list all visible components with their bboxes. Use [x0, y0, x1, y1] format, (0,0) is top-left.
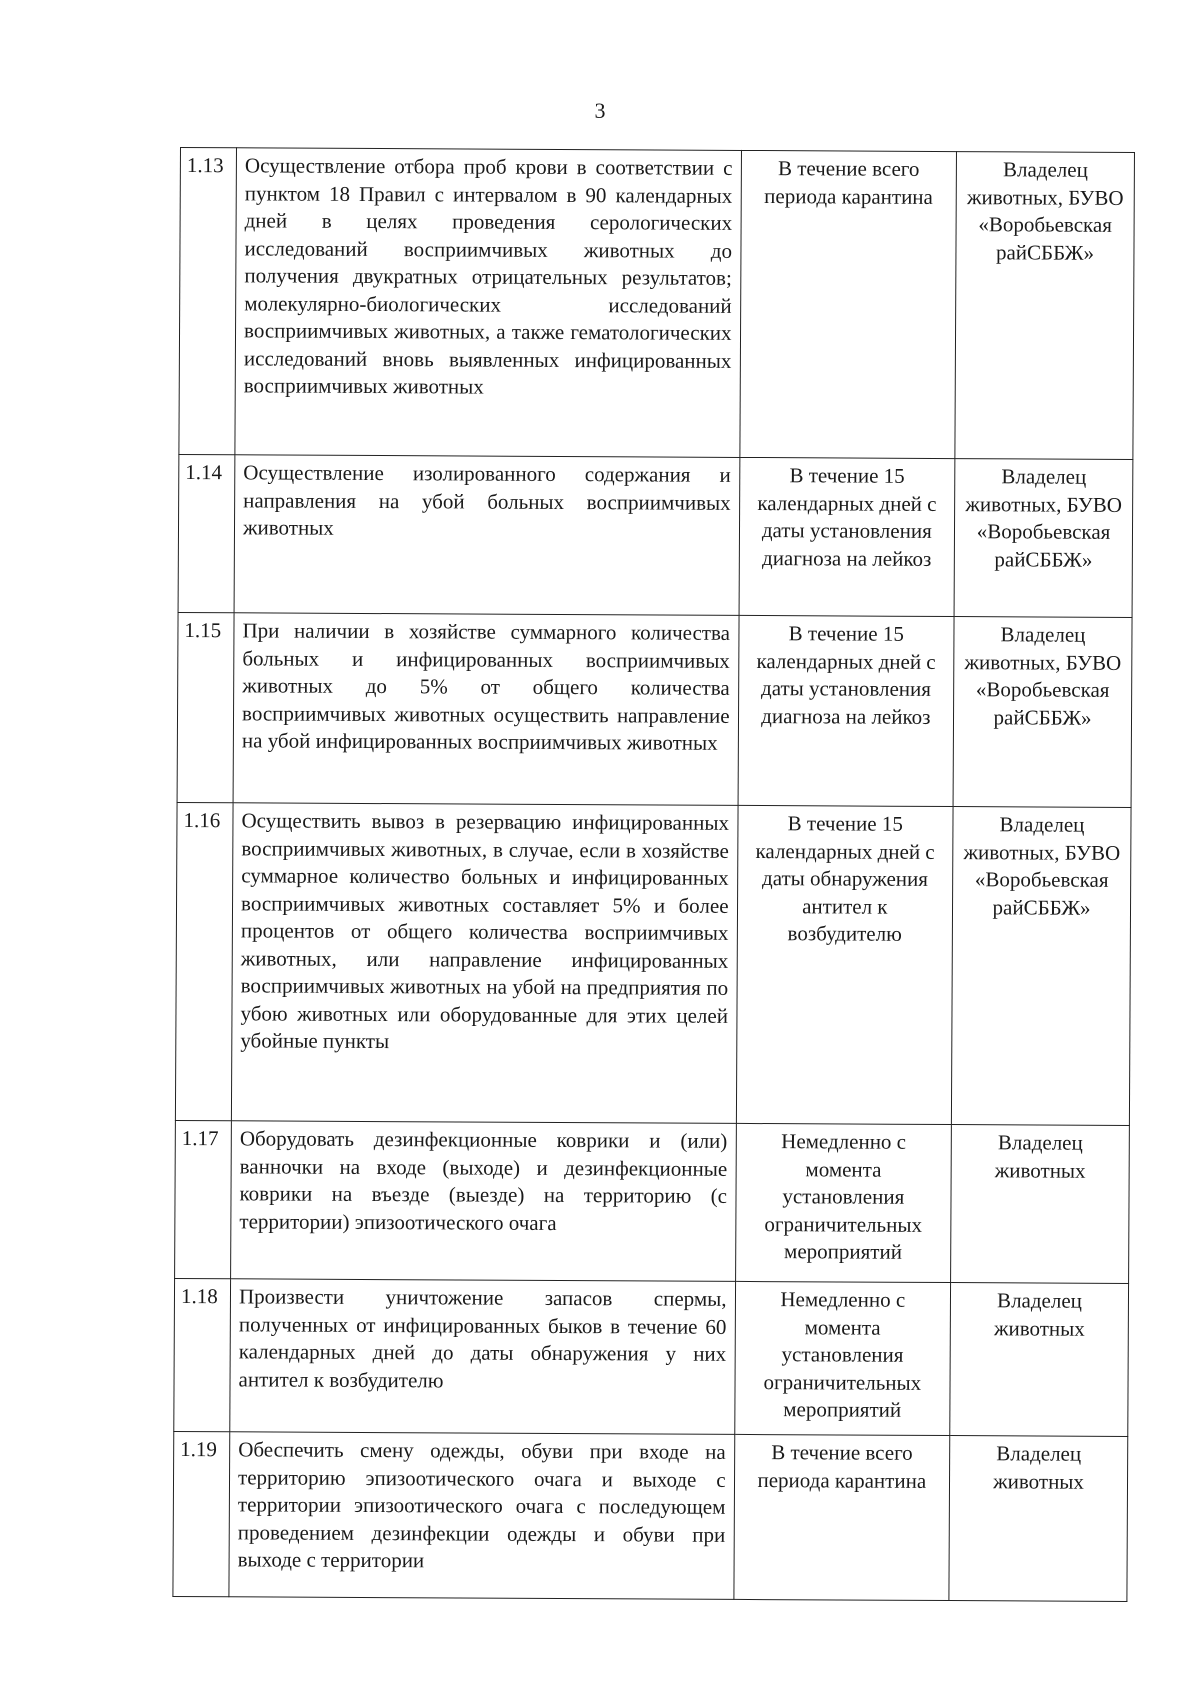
row-responsible: Владелец животных, БУВО «Воробьевская райСББЖ»	[955, 152, 1134, 460]
row-responsible: Владелец животных, БУВО «Воробьевская райСББЖ»	[953, 617, 1132, 808]
table-row	[175, 802, 1131, 1125]
measures-table	[172, 147, 1135, 1602]
row-term: В течение 15 календарных дней с даты обнаружения антител к возбудителю	[736, 805, 953, 1124]
row-action: Осуществить вывоз в резервацию инфицированных восприимчивых животных, в случае, если в хозяйстве суммарное количество больных и инфицированных восприимчивых животных составляет 5% и более процентов от общего количества восприимчивых животных, или направление инфицированных восприимчивых животных на убой на предприятия по убою животных или оборудованные для этих целей убойные пункты	[231, 803, 737, 1124]
row-term: В течение всего периода карантина	[733, 1434, 949, 1600]
row-responsible: Владелец животных	[950, 1283, 1129, 1437]
row-number: 1.16	[175, 802, 233, 1120]
row-term: В течение 15 календарных дней с даты установления диагноза на лейкоз	[738, 615, 955, 806]
row-term: В течение всего периода карантина	[739, 150, 956, 458]
table-row	[174, 1278, 1129, 1436]
row-action: Произвести уничтожение запасов спермы, полученных от инфицированных быков в течение 60 календарных дней до даты обнаружения у них антител к возбудителю	[230, 1279, 735, 1435]
row-number: 1.14	[178, 454, 235, 612]
row-responsible: Владелец животных, БУВО «Воробьевская райСББЖ»	[952, 807, 1132, 1126]
table-row	[178, 454, 1133, 617]
row-number: 1.19	[173, 1431, 230, 1596]
row-responsible: Владелец животных	[949, 1436, 1128, 1602]
row-term: Немедленно с момента установления ограничительных мероприятий	[735, 1123, 951, 1282]
row-action: Осуществление отбора проб крови в соответствии с пунктом 18 Правил с интервалом в 90 календарных дней в целях проведения серологических исследований восприимчивых животных до получения двукратных отрицательных результатов; молекулярно-биологических исследований восприимчивых животных, а также гематологических исследований вновь выявленных инфицированных восприимчивых животных	[235, 148, 741, 458]
row-responsible: Владелец животных	[951, 1125, 1130, 1284]
row-term: Немедленно с момента установления ограничительных мероприятий	[734, 1281, 950, 1435]
row-action: Осуществление изолированного содержания и направления на убой больных восприимчивых животных	[234, 455, 739, 616]
row-action: Обеспечить смену одежды, обуви при входе на территорию эпизоотического очага и выходе с территории эпизоотического очага с последующем проведением дезинфекции одежды и обуви при выходе с территории	[229, 1432, 734, 1600]
row-responsible: Владелец животных, БУВО «Воробьевская райСББЖ»	[954, 459, 1133, 618]
row-number: 1.13	[179, 148, 237, 455]
table-row	[175, 1120, 1130, 1283]
row-number: 1.15	[177, 612, 234, 802]
row-action: Оборудовать дезинфекционные коврики и (или) ванночки на входе (выходе) и дезинфекционные коврики на въезде (выезде) на территорию (с территории) эпизоотического очага	[231, 1121, 736, 1282]
row-term: В течение 15 календарных дней с даты установления диагноза на лейкоз	[739, 457, 955, 616]
row-number: 1.17	[175, 1120, 232, 1278]
page-number: 3	[594, 98, 606, 123]
table-row	[173, 1431, 1128, 1601]
row-action: При наличии в хозяйстве суммарного количества больных и инфицированных восприимчивых животных до 5% от общего количества восприимчивых животных осуществить направление на убой инфицированных восприимчивых животных	[233, 613, 738, 806]
row-number: 1.18	[174, 1278, 231, 1431]
table-row	[179, 148, 1135, 460]
table-row	[177, 612, 1132, 807]
